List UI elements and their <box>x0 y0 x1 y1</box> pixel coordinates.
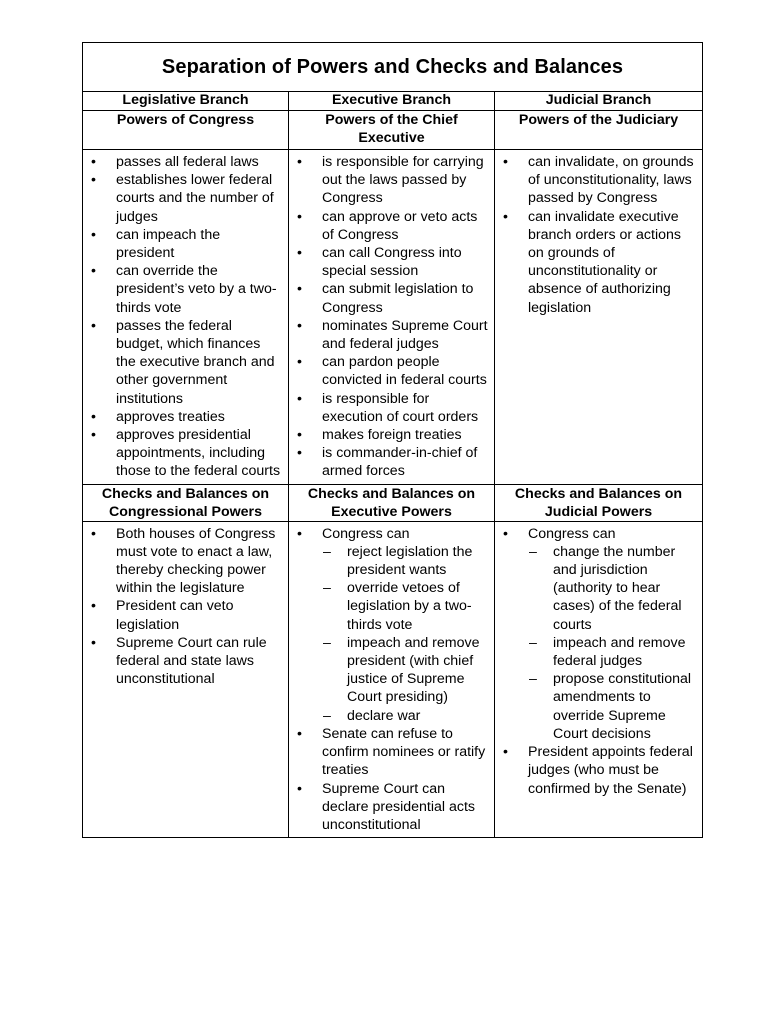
list-item: • is responsible for carrying out the laws passed by Congress <box>289 153 488 208</box>
checks-cell-legislative <box>83 521 289 837</box>
list-item: • approves treaties <box>83 408 282 426</box>
powers-list <box>289 150 494 484</box>
list-item <box>83 597 282 633</box>
sub-list-item: – declare war <box>322 707 488 725</box>
list-item: • can impeach the president <box>83 226 282 262</box>
list-item: • can invalidate, on grounds of unconstitutionality, laws passed by Congress <box>495 153 696 208</box>
list-item: • can override the president’s veto by a two-thirds vote <box>83 262 282 317</box>
list-item <box>495 743 696 798</box>
sub-list-item: – propose constitutional amendments to override Supreme Court decisions <box>528 670 696 743</box>
powers-list <box>495 150 702 320</box>
powers-heading-executive: Powers of the Chief Executive <box>289 111 495 150</box>
powers-cell-judicial <box>495 150 703 485</box>
list-item: • establishes lower federal courts and the number of judges <box>83 171 282 226</box>
list-item <box>83 634 282 689</box>
powers-cell-legislative <box>83 150 289 485</box>
table-title: Separation of Powers and Checks and Balances <box>83 43 703 92</box>
list-item-text: Both houses of Congress must vote to enact a law, thereby checking power within the legislature <box>116 525 276 597</box>
branch-name-judicial: Judicial Branch <box>495 92 703 111</box>
list-item: • approves presidential appointments, including those to the federal courts <box>83 426 282 481</box>
checks-list <box>495 522 702 801</box>
checks-heading-executive: Checks and Balances on Executive Powers <box>289 484 495 521</box>
list-item <box>289 725 488 780</box>
checks-heading-row <box>83 484 703 521</box>
list-item: • nominates Supreme Court and federal judges <box>289 317 488 353</box>
list-item-text: Senate can refuse to confirm nominees or ratify treaties <box>322 725 486 779</box>
sub-list <box>528 543 696 743</box>
list-item: • can approve or veto acts of Congress <box>289 208 488 244</box>
list-item: • passes the federal budget, which finances the executive branch and other government institutions <box>83 317 282 408</box>
list-item-text: Supreme Court can rule federal and state laws unconstitutional <box>116 634 267 688</box>
powers-heading-judicial: Powers of the Judiciary <box>495 111 703 150</box>
sub-list-item: – change the number and jurisdiction (authority to hear cases) of the federal courts <box>528 543 696 634</box>
powers-heading-row <box>83 111 703 150</box>
list-item: • is commander-in-chief of armed forces <box>289 444 488 480</box>
powers-heading-legislative: Powers of Congress <box>83 111 289 150</box>
powers-row <box>83 150 703 485</box>
list-item: • makes foreign treaties <box>289 426 488 444</box>
sub-list-item: – override vetoes of legislation by a two-thirds vote <box>322 579 488 634</box>
checks-cell-judicial <box>495 521 703 837</box>
branch-row <box>83 92 703 111</box>
list-item <box>83 525 282 598</box>
sub-list-item: – impeach and remove president (with chief justice of Supreme Court presiding) <box>322 634 488 707</box>
powers-cell-executive <box>289 150 495 485</box>
list-item: • can pardon people convicted in federal courts <box>289 353 488 389</box>
list-item-text: President can veto legislation <box>116 598 234 633</box>
document-page <box>82 42 702 838</box>
powers-list <box>83 150 288 484</box>
checks-row <box>83 521 703 837</box>
list-item <box>289 525 488 725</box>
checks-list <box>83 522 288 692</box>
checks-list <box>289 522 494 837</box>
sub-list-item: – impeach and remove federal judges <box>528 634 696 670</box>
sub-list <box>322 543 488 725</box>
list-item: • can invalidate executive branch orders or actions on grounds of unconstitutionality or absence of authorizing legislation <box>495 208 696 317</box>
list-item: • is responsible for execution of court orders <box>289 390 488 426</box>
list-item-text: Congress can <box>528 525 616 542</box>
branch-name-executive: Executive Branch <box>289 92 495 111</box>
checks-heading-legislative: Checks and Balances on Congressional Powers <box>83 484 289 521</box>
powers-table <box>82 42 703 838</box>
checks-heading-judicial: Checks and Balances on Judicial Powers <box>495 484 703 521</box>
list-item <box>289 780 488 835</box>
checks-cell-executive <box>289 521 495 837</box>
list-item: • can call Congress into special session <box>289 244 488 280</box>
list-item-text: President appoints federal judges (who must be confirmed by the Senate) <box>528 744 693 797</box>
list-item <box>495 525 696 743</box>
list-item-text: Congress can <box>322 525 410 542</box>
list-item: • can submit legislation to Congress <box>289 280 488 316</box>
list-item-text: Supreme Court can declare presidential acts unconstitutional <box>322 780 475 833</box>
branch-name-legislative: Legislative Branch <box>83 92 289 111</box>
sub-list-item: – reject legislation the president wants <box>322 543 488 579</box>
list-item: • passes all federal laws <box>83 153 282 171</box>
